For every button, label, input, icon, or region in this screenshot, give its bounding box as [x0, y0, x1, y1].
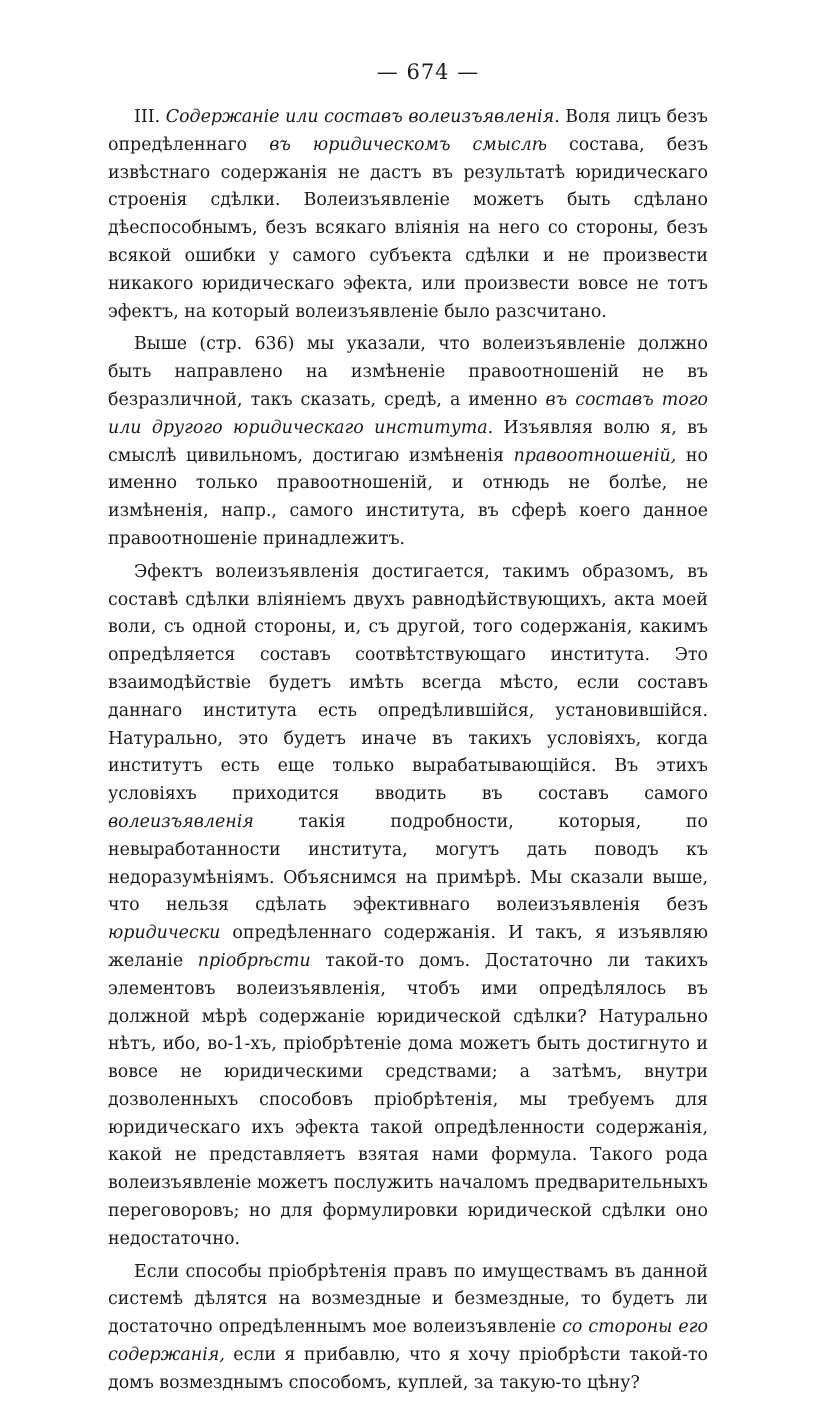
italic-segment: со стороны его содержанія, [108, 1317, 708, 1366]
text-segment: Выше (стр. 636) мы указали, что волеизъявленіе должно быть направлено на измѣненіе правоотношеній не въ безразличной, такъ сказать, средѣ, а именно [108, 334, 708, 410]
text-segment: Если способы пріобрѣтенія правъ по имуществамъ въ данной системѣ дѣлятся на возмездные и безмездные, то будетъ ли достаточно опредѣленнымъ мое волеизъявленіе [108, 1261, 708, 1338]
paragraph-3 [108, 559, 708, 1254]
book-page [108, 60, 708, 1403]
italic-segment: волеизъявленія [108, 811, 254, 832]
paragraph-1 [108, 104, 708, 326]
text-segment: Эфектъ волеизъявленія достигается, такимъ образомъ, въ составѣ сдѣлки вліяніемъ двухъ равнодѣйствующихъ, акта моей воли, съ одной стороны, и, съ другой, того содержанія, какимъ опредѣляется составъ соотвѣтствующаго института. Это взаимодѣйствіе будетъ имѣть всегда мѣсто, если составъ даннаго института есть опредѣлившійся, установившійся. Натурально, это будетъ иначе въ такихъ условіяхъ, когда институтъ есть еще только вырабатывающійся. Въ этихъ условіяхъ приходится вводить въ составъ самого [108, 561, 708, 805]
text-segment: такія подробности, которыя, по невыработанности института, могутъ дать поводъ къ недоразумѣніямъ. Объяснимся на примѣрѣ. Мы сказали выше, что нельзя сдѣлать эфективнаго волеизъявленія безъ [108, 811, 708, 916]
text-segment: III. [134, 107, 166, 127]
text-segment: Воля лицъ безъ опредѣленнаго [108, 107, 708, 155]
italic-segment: въ составъ того или другого юридическаго института. [108, 389, 708, 438]
italic-segment: пріобрѣсти [197, 950, 311, 971]
text-segment: состава, безъ извѣстнаго содержанія не дастъ въ результатѣ юридическаго строенія сдѣлки. Волеизъявленіе можетъ быть сдѣлано дѣеспособнымъ, безъ всякаго вліянія на него со стороны, безъ всякой ошибки у самого субъекта сдѣлки и не произвести никакого юридическаго эфекта, или произвести вовсе не тотъ эфектъ, на который волеизъявленіе было разсчитано. [108, 134, 709, 322]
text-segment: Изъявляя волю я, въ смыслѣ цивильномъ, достигаю измѣненія [108, 417, 708, 466]
text-segment: опредѣленнаго содержанія. И такъ, я изъявляю желаніе [108, 923, 708, 971]
paragraph-4 [108, 1259, 708, 1398]
italic-segment: юридически [108, 923, 221, 944]
text-segment: но именно только правоотношеній, и отнюдь не болѣе, не измѣненія, напр., самого института, въ сферѣ коего данное правоотношеніе принадлежитъ. [108, 445, 708, 549]
page-number: — 674 — [376, 60, 480, 84]
paragraph-2 [108, 331, 708, 553]
italic-segment: въ юридическомъ смыслѣ [269, 134, 548, 155]
italic-segment: Содержаніе или составъ волеизъявленія. [165, 107, 560, 127]
text-segment: если я прибавлю, что я хочу пріобрѣсти такой-то домъ возмезднымъ способомъ, куплей, за такую-то цѣну? [108, 1345, 708, 1393]
italic-segment: правоотношеній, [513, 445, 677, 466]
text-segment: такой-то домъ. Достаточно ли такихъ элементовъ волеизъявленія, чтобъ ими опредѣлялось въ должной мѣрѣ содержаніе юридической сдѣлки? Натурально нѣтъ, ибо, во-1-хъ, пріобрѣтеніе дома можетъ быть достигнуто и вовсе не юридическими средствами; а затѣмъ, внутри дозволенныхъ способовъ пріобрѣтенія, мы требуемъ для юридическаго ихъ эфекта такой опредѣленности содержанія, какой не представляетъ взятая нами формула. Такого рода волеизъявленіе можетъ послужить началомъ предварительныхъ переговоровъ; но для формулировки юридической сдѣлки оно недостаточно. [108, 950, 708, 1249]
